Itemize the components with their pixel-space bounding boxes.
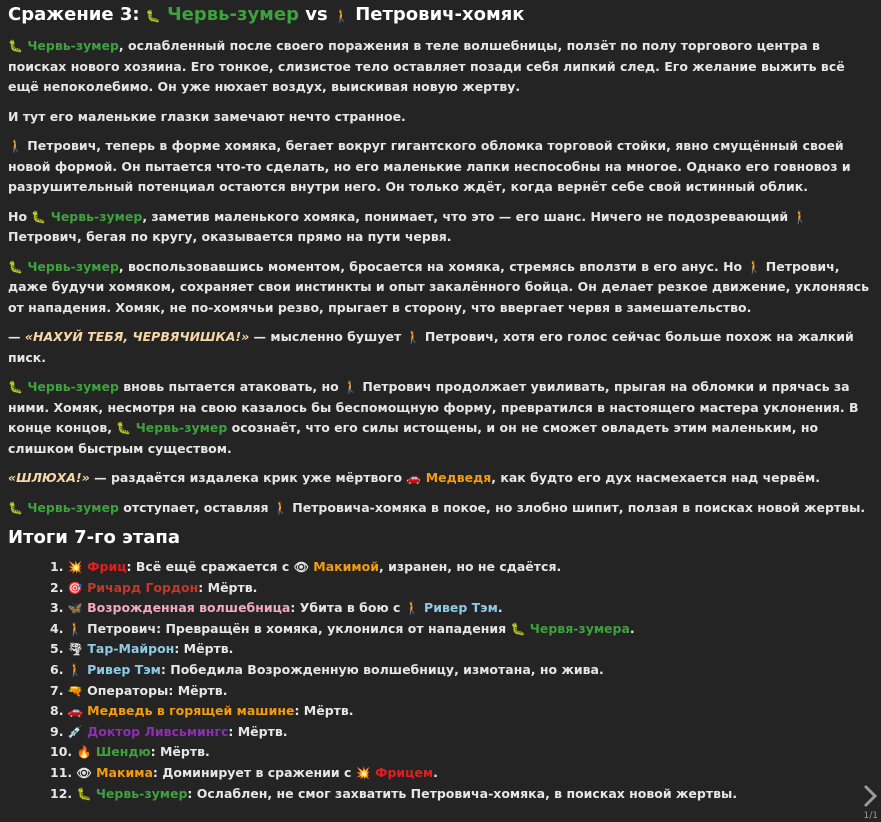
vs-label: vs xyxy=(299,4,334,25)
item-text: . xyxy=(497,600,503,616)
character-name: Червя-зумера xyxy=(529,620,630,636)
summary-list xyxy=(8,557,873,804)
paragraph-6 xyxy=(8,327,873,368)
worm-name: Червь-зумер xyxy=(167,4,299,25)
item-number: 3. xyxy=(50,600,64,616)
worm-name: Червь-зумер xyxy=(27,499,119,515)
item-number: 8. xyxy=(50,703,64,719)
paragraph-text: , как будто его дух насмехается над червём. xyxy=(491,470,820,485)
bear-name: Медведя xyxy=(425,470,492,485)
item-text: : Убита в бою с xyxy=(290,600,405,616)
paragraph-7 xyxy=(8,377,873,459)
worm-name: Червь-зумер xyxy=(50,208,143,224)
paragraph-9 xyxy=(8,498,873,519)
person-walking-icon: 🚶 xyxy=(343,380,358,394)
fire-icon: 🔥 xyxy=(76,745,92,760)
battle-title xyxy=(8,4,873,27)
worm-icon: 🐛 xyxy=(8,500,23,515)
list-item xyxy=(50,701,873,722)
worm-icon: 🐛 xyxy=(116,421,132,435)
item-number: 4. xyxy=(50,620,64,636)
person-walking-icon: 🚶 xyxy=(67,662,83,677)
item-text: : Ослаблен, не смог захватить Петровича-хомяка, в поисках новой жертвы. xyxy=(187,785,738,801)
paragraph-text: , воспользовавшись моментом, бросается на хомяка, стремясь вползти в его анус. Но xyxy=(118,258,747,274)
person-walking-icon: 🚶 xyxy=(405,330,421,344)
item-number: 6. xyxy=(50,661,64,677)
paragraph-text: вновь пытается атаковать, но xyxy=(118,379,344,394)
character-name: Макимой xyxy=(313,559,379,574)
paragraph-2 xyxy=(8,107,873,128)
shout-quote: «ШЛЮХА!» xyxy=(8,470,90,485)
worm-icon: 🐛 xyxy=(31,209,47,224)
car-icon: 🚗 xyxy=(406,471,422,485)
item-text: : Мёртв. xyxy=(294,703,354,719)
shout-quote: «НАХУЙ ТЕБЯ, ЧЕРВЯЧИШКА!» xyxy=(24,329,250,344)
person-walking-icon: 🚶 xyxy=(8,139,23,153)
butterfly-icon: 🦋 xyxy=(67,601,83,616)
person-walking-icon: 🚶 xyxy=(67,621,83,636)
paragraph-text: — xyxy=(8,329,25,344)
item-text: , изранен, но не сдаётся. xyxy=(378,559,562,574)
character-name: Ричард Гордон xyxy=(87,579,199,595)
item-text: . xyxy=(433,764,438,780)
eye-icon: 👁 xyxy=(76,765,92,780)
paragraph-text: Петрович, даже будучи хомяком, сохраняет свои инстинкты и опыт закалённого бойца. Он делает резкое движение, уклоняясь от нападения. Хомяк, не по-хомячьи резво, прыгает в сторону, что ввергает червя в замешательство. xyxy=(8,258,870,315)
character-name: Ривер Тэм xyxy=(87,661,161,677)
item-text: : Всё ещё сражается с xyxy=(126,559,294,574)
character-name: Фриц xyxy=(87,559,127,574)
worm-icon: 🐛 xyxy=(8,39,23,53)
paragraph-text: Петрович, бегая по кругу, оказывается прямо на пути червя. xyxy=(8,229,452,244)
item-number: 1. xyxy=(50,559,64,574)
list-item xyxy=(50,619,873,640)
list-item xyxy=(50,578,873,599)
page-indicator: 1/1 xyxy=(863,811,878,821)
item-number: 7. xyxy=(50,682,64,698)
person-walking-icon: 🚶 xyxy=(792,209,808,224)
paragraph-1 xyxy=(8,36,873,98)
character-name: Шендю xyxy=(95,744,151,760)
paragraph-text: — раздаётся издалека крик уже мёртвого xyxy=(89,470,407,485)
paragraph-5 xyxy=(8,257,873,319)
list-item xyxy=(50,557,873,578)
item-text: Петрович: Превращён в хомяка, уклонился от нападения xyxy=(82,620,511,636)
person-walking-icon: 🚶 xyxy=(746,259,762,274)
list-item xyxy=(50,742,873,763)
tornado-icon: 🌪 xyxy=(67,642,84,657)
list-item xyxy=(50,763,873,784)
summary-title: Итоги 7-го этапа xyxy=(8,527,181,548)
character-name: Медведь в горящей машине xyxy=(87,703,295,719)
paragraph-text: осознаёт, что его силы истощены, и он не сможет овладеть этим маленьким, но слишком быстрым существом. xyxy=(8,420,819,456)
chevron-right-icon[interactable] xyxy=(861,784,879,808)
paragraph-text: отступает, оставляя xyxy=(118,499,273,515)
list-item xyxy=(50,598,873,619)
character-name: Операторы xyxy=(87,682,169,698)
worm-name: Червь-зумер xyxy=(27,379,119,394)
paragraph-text: Петрович продолжает увиливать, прыгая на обломки и прячась за ними. Хомяк, несмотря на свою казалось бы беспомощную форму, превратился в настоящего мастера уклонения. В конце концов, xyxy=(8,379,859,435)
paragraph-text: Но xyxy=(8,208,32,224)
target-icon: 🎯 xyxy=(67,580,83,595)
list-item xyxy=(50,660,873,681)
list-item xyxy=(50,639,873,660)
character-name: Фрицем xyxy=(375,764,434,780)
paragraph-text: Петрович, теперь в форме хомяка, бегает вокруг гигантского обломка торговой стойки, явно смущённый своей новой формой. Он пытается что-то сделать, но его маленькие лапки неспособны на многое. Однако его говновоз и разрушительный потенциал остаются внутри него. Он только ждёт, когда вернёт себе свой истинный облик. xyxy=(8,138,851,194)
character-name: Тар-Майрон xyxy=(87,641,175,657)
chevron-right-icon[interactable] xyxy=(861,784,879,808)
character-name: Возрожденная волшебница xyxy=(87,600,291,616)
paragraph-text: Петрович, хотя его голос сейчас больше похож на жалкий писк. xyxy=(8,329,854,365)
paragraph-8 xyxy=(8,468,873,489)
paragraph-3 xyxy=(8,136,873,198)
worm-icon: 🐛 xyxy=(145,9,161,23)
item-text: : Мёртв. xyxy=(198,579,258,595)
paragraph-text: Петровича-хомяка в покое, но злобно шипит, ползая в поисках новой жертвы. xyxy=(287,499,866,515)
worm-icon: 🐛 xyxy=(8,380,23,394)
worm-name: Червь-зумер xyxy=(135,420,228,435)
collision-icon: 💥 xyxy=(67,560,83,574)
item-text: : Победила Возрожденную волшебницу, измотана, но жива. xyxy=(160,661,604,677)
worm-name: Червь-зумер xyxy=(27,258,119,274)
water-gun-icon: 🔫 xyxy=(67,683,83,698)
paragraph-text: , заметив маленького хомяка, понимает, что это — его шанс. Ничего не подозревающий xyxy=(142,208,793,224)
eye-icon: 👁 xyxy=(293,560,309,574)
worm-icon: 🐛 xyxy=(510,621,526,636)
list-item xyxy=(50,722,873,743)
worm-icon: 🐛 xyxy=(8,259,23,274)
item-number: 12. xyxy=(50,785,73,801)
paragraph-4 xyxy=(8,207,873,248)
character-name: Ривер Тэм xyxy=(424,600,498,616)
item-text: . xyxy=(629,620,635,636)
item-number: 5. xyxy=(50,641,64,657)
list-item xyxy=(50,784,873,805)
item-text: : Мёртв. xyxy=(150,744,210,760)
paragraph-text: , ослабленный после своего поражения в теле волшебницы, ползёт по полу торгового центра в поисках нового хозяина. Его тонкое, слизистое тело оставляет позади себя липкий след. Его желание выжить всё ещё непоколебимо. Он уже нюхает воздух, выискивая новую жертву. xyxy=(8,38,845,94)
item-number: 10. xyxy=(50,744,73,760)
person-walking-icon: 🚶 xyxy=(272,500,288,515)
paragraph-text: — мысленно бушует xyxy=(249,329,406,344)
worm-name: Червь-зумер xyxy=(27,38,119,53)
petrovich-name: Петрович-хомяк xyxy=(355,4,525,25)
item-number: 11. xyxy=(50,764,73,780)
car-icon: 🚗 xyxy=(67,704,83,719)
collision-icon: 💥 xyxy=(355,765,371,780)
paragraph-text: И тут его маленькие глазки замечают нечто странное. xyxy=(8,108,406,124)
item-text: : Мёртв. xyxy=(174,641,234,657)
item-text: : Мёртв. xyxy=(168,682,228,698)
character-name: Червь-зумер xyxy=(95,785,188,801)
item-number: 9. xyxy=(50,723,64,739)
item-number: 2. xyxy=(50,579,64,595)
list-item xyxy=(50,681,873,702)
title-prefix: Сражение 3: xyxy=(8,4,146,25)
syringe-icon: 💉 xyxy=(67,724,83,739)
person-walking-icon: 🚶 xyxy=(404,601,420,616)
item-text: : Мёртв. xyxy=(228,723,288,739)
worm-icon: 🐛 xyxy=(76,786,92,801)
item-text: : Доминирует в сражении с xyxy=(152,764,356,780)
character-name: Доктор Ливсьмингс xyxy=(87,723,229,739)
person-walking-icon: 🚶 xyxy=(333,9,349,23)
character-name: Макима xyxy=(96,764,153,780)
